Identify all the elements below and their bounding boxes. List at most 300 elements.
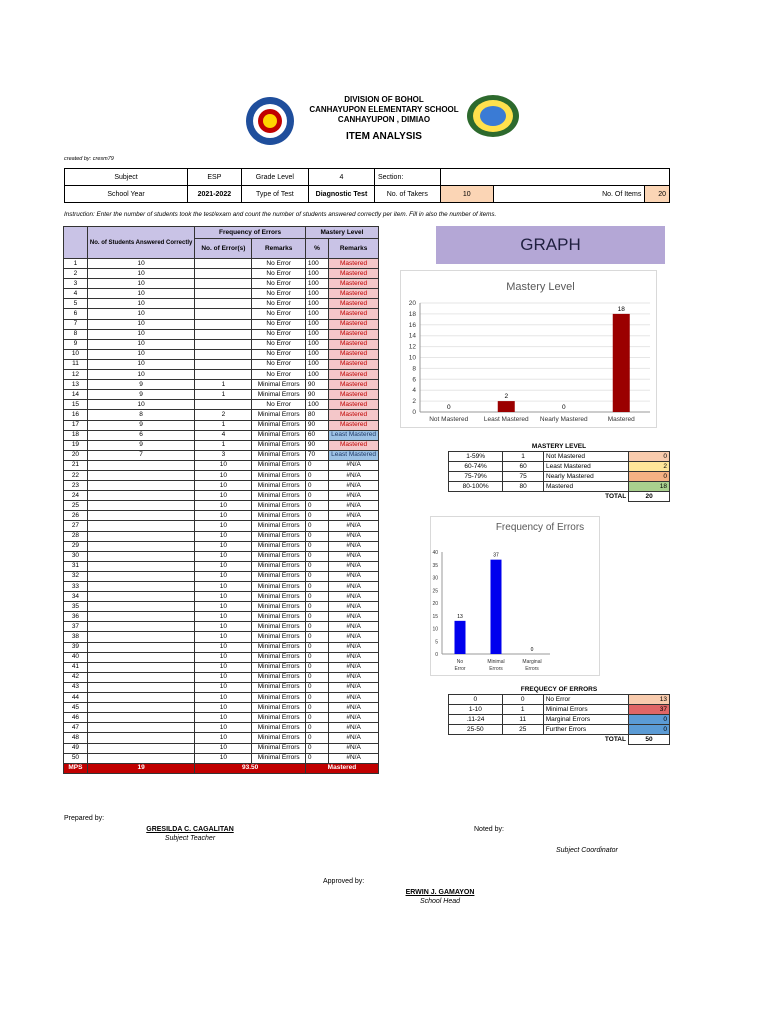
mastery-percent: 0	[305, 753, 328, 763]
table-row	[64, 299, 379, 309]
mastery-row	[449, 462, 670, 472]
items-label: No. Of Items	[493, 186, 645, 203]
item-number: 31	[64, 561, 88, 571]
mastery-percent: 100	[305, 319, 328, 329]
mastery-remark: Mastered	[329, 359, 379, 369]
table-row	[64, 319, 379, 329]
students-correct[interactable]: 10	[87, 339, 194, 349]
mastery-percent: 100	[305, 299, 328, 309]
table-row	[64, 582, 379, 592]
frequency-of-errors-chart	[430, 516, 600, 676]
error-remark: Minimal Errors	[252, 551, 305, 561]
mastery-threshold: 1	[503, 452, 544, 462]
error-count: 10	[195, 571, 252, 581]
mastery-remark: #N/A	[329, 682, 379, 692]
students-correct[interactable]	[87, 592, 194, 602]
mastery-percent: 0	[305, 713, 328, 723]
item-number: 41	[64, 662, 88, 672]
frequency-level: Marginal Errors	[543, 715, 628, 725]
error-count: 10	[195, 481, 252, 491]
frequency-level: Further Errors	[543, 725, 628, 735]
students-correct[interactable]	[87, 753, 194, 763]
item-number: 48	[64, 733, 88, 743]
error-remark: Minimal Errors	[252, 602, 305, 612]
students-correct[interactable]	[87, 521, 194, 531]
error-count: 10	[195, 491, 252, 501]
mastery-remark: #N/A	[329, 551, 379, 561]
instruction-text: Instruction: Enter the number of students took the test/exam and count the number of students answered correctly per item. Fill in also the number of items.	[64, 211, 497, 218]
mastery-percent: 0	[305, 672, 328, 682]
error-remark: Minimal Errors	[252, 652, 305, 662]
x-tick-label: Not Mastered	[429, 416, 469, 423]
mastery-percent: 0	[305, 733, 328, 743]
item-number: 1	[64, 259, 88, 269]
mastery-percent: 0	[305, 521, 328, 531]
table-row	[64, 551, 379, 561]
mastery-level-header: Mastery Level	[305, 227, 378, 239]
students-correct[interactable]	[87, 703, 194, 713]
mastery-percent: 0	[305, 551, 328, 561]
data-label: 2	[504, 393, 509, 401]
error-count: 4	[195, 430, 252, 440]
y-tick-label: 2	[412, 398, 416, 406]
item-number: 7	[64, 319, 88, 329]
percent-header: %	[305, 239, 328, 259]
students-correct[interactable]: 8	[87, 410, 194, 420]
students-correct[interactable]: 9	[87, 390, 194, 400]
error-count: 10	[195, 662, 252, 672]
error-remark: Minimal Errors	[252, 703, 305, 713]
data-label: 0	[446, 404, 451, 411]
students-correct[interactable]: 10	[87, 319, 194, 329]
table-row	[64, 541, 379, 551]
students-correct[interactable]: 10	[87, 329, 194, 339]
test-type-label: Type of Test	[241, 186, 308, 203]
students-correct[interactable]	[87, 682, 194, 692]
mastery-percent: 0	[305, 642, 328, 652]
error-remark: Minimal Errors	[252, 723, 305, 733]
item-number: 33	[64, 582, 88, 592]
students-correct-header: No. of Students Answered Correctly	[87, 227, 194, 259]
students-correct[interactable]	[87, 733, 194, 743]
error-count	[195, 279, 252, 289]
table-row	[64, 521, 379, 531]
section-value	[440, 169, 669, 186]
table-row	[64, 289, 379, 299]
error-count: 1	[195, 420, 252, 430]
students-correct[interactable]	[87, 501, 194, 511]
error-remark: Minimal Errors	[252, 582, 305, 592]
table-row	[64, 571, 379, 581]
mastery-total-value: 20	[629, 492, 670, 502]
mastery-threshold: 60	[503, 462, 544, 472]
mastery-percent: 0	[305, 481, 328, 491]
mastery-percent: 100	[305, 349, 328, 359]
students-correct[interactable]	[87, 491, 194, 501]
error-count: 10	[195, 561, 252, 571]
test-info-table	[64, 168, 670, 203]
table-row	[64, 470, 379, 480]
item-number: 18	[64, 430, 88, 440]
students-correct[interactable]	[87, 632, 194, 642]
frequency-row	[449, 705, 670, 715]
error-remark: Minimal Errors	[252, 430, 305, 440]
mastery-count: 0	[629, 452, 670, 462]
error-count: 1	[195, 390, 252, 400]
frequency-count: 0	[628, 715, 669, 725]
item-number: 29	[64, 541, 88, 551]
mastery-percent: 90	[305, 380, 328, 390]
item-number: 14	[64, 390, 88, 400]
error-remark: Minimal Errors	[252, 460, 305, 470]
prepared-by-label: Prepared by:	[64, 815, 105, 822]
error-count: 10	[195, 470, 252, 480]
mastery-level: Not Mastered	[544, 452, 629, 462]
table-row	[64, 642, 379, 652]
y-tick-label: 10	[408, 354, 416, 362]
table-row	[64, 420, 379, 430]
approved-by-name: ERWIN J. GAMAYON	[405, 889, 475, 896]
bar	[613, 314, 630, 412]
students-correct[interactable]	[87, 571, 194, 581]
mastery-row	[449, 452, 670, 462]
students-correct[interactable]	[87, 642, 194, 652]
table-row	[64, 713, 379, 723]
table-row	[64, 309, 379, 319]
frequency-range: .11-24	[449, 715, 503, 725]
frequency-range: 0	[449, 695, 503, 705]
students-correct[interactable]	[87, 672, 194, 682]
students-correct[interactable]	[87, 743, 194, 753]
mastery-percent: 0	[305, 652, 328, 662]
mastery-remark: Mastered	[329, 400, 379, 410]
item-number: 8	[64, 329, 88, 339]
error-count	[195, 319, 252, 329]
students-correct[interactable]: 9	[87, 420, 194, 430]
error-remark: Minimal Errors	[252, 380, 305, 390]
mastery-remark: #N/A	[329, 743, 379, 753]
table-row	[64, 612, 379, 622]
y-tick-label: 12	[408, 343, 416, 351]
school-name: CANHAYUPON ELEMENTARY SCHOOL	[309, 105, 459, 114]
students-correct[interactable]: 10	[87, 269, 194, 279]
y-tick-label: 0	[435, 652, 438, 658]
error-count: 10	[195, 612, 252, 622]
frequency-count: 13	[628, 695, 669, 705]
y-tick-label: 18	[408, 310, 416, 318]
students-correct[interactable]: 10	[87, 400, 194, 410]
students-correct[interactable]: 10	[87, 370, 194, 380]
takers-label: No. of Takers	[374, 186, 440, 203]
table-row	[64, 491, 379, 501]
mastery-percent: 0	[305, 632, 328, 642]
mastery-remark: Mastered	[329, 410, 379, 420]
error-remark: Minimal Errors	[252, 642, 305, 652]
error-remark: Minimal Errors	[252, 592, 305, 602]
mastery-percent: 100	[305, 400, 328, 410]
x-tick-label: Minimal	[487, 659, 505, 665]
table-row	[64, 693, 379, 703]
students-correct[interactable]: 10	[87, 259, 194, 269]
page-title: ITEM ANALYSIS	[346, 131, 422, 142]
y-tick-label: 35	[432, 562, 438, 569]
table-row	[64, 672, 379, 682]
item-number: 25	[64, 501, 88, 511]
students-correct[interactable]: 9	[87, 380, 194, 390]
y-tick-label: 10	[432, 626, 438, 633]
mastery-percent: 100	[305, 339, 328, 349]
mastery-percent: 60	[305, 430, 328, 440]
items-value[interactable]: 20	[645, 186, 670, 203]
students-correct[interactable]	[87, 713, 194, 723]
mastery-threshold: 80	[503, 482, 544, 492]
table-row	[64, 723, 379, 733]
students-correct[interactable]	[87, 582, 194, 592]
mastery-percent: 0	[305, 541, 328, 551]
students-correct[interactable]: 7	[87, 450, 194, 460]
mastery-percent: 100	[305, 269, 328, 279]
students-correct[interactable]: 10	[87, 349, 194, 359]
frequency-threshold: 0	[502, 695, 543, 705]
mastery-remark: Mastered	[329, 299, 379, 309]
x-tick-label: Errors	[489, 666, 503, 672]
mastery-remark: #N/A	[329, 602, 379, 612]
error-remark: Minimal Errors	[252, 521, 305, 531]
error-remark: No Error	[252, 279, 305, 289]
mastery-remark: Mastered	[329, 420, 379, 430]
mastery-remark: #N/A	[329, 470, 379, 480]
mastery-percent: 0	[305, 571, 328, 581]
item-number: 3	[64, 279, 88, 289]
students-correct[interactable]	[87, 511, 194, 521]
y-tick-label: 8	[412, 365, 416, 373]
frequency-of-errors-header: Frequency of Errors	[195, 227, 306, 239]
mastery-remark: Mastered	[329, 259, 379, 269]
students-correct[interactable]: 6	[87, 430, 194, 440]
students-correct[interactable]: 9	[87, 440, 194, 450]
test-type-value: Diagnostic Test	[308, 186, 374, 203]
item-number: 9	[64, 339, 88, 349]
error-remark: Minimal Errors	[252, 753, 305, 763]
item-number: 13	[64, 380, 88, 390]
error-remark: Minimal Errors	[252, 450, 305, 460]
mastery-remark: Mastered	[329, 370, 379, 380]
table-row	[64, 279, 379, 289]
error-remark: Minimal Errors	[252, 743, 305, 753]
item-number: 10	[64, 349, 88, 359]
table-row	[64, 682, 379, 692]
prepared-by-role: Subject Teacher	[164, 835, 216, 842]
mastery-level: Mastered	[544, 482, 629, 492]
students-correct[interactable]	[87, 460, 194, 470]
mastery-remark: Mastered	[329, 289, 379, 299]
error-remark: Minimal Errors	[252, 672, 305, 682]
students-correct[interactable]	[87, 481, 194, 491]
takers-value[interactable]: 10	[440, 186, 493, 203]
y-tick-label: 16	[408, 321, 416, 329]
data-label: 13	[457, 613, 463, 620]
mastery-table-title: MASTERY LEVEL	[531, 442, 587, 450]
table-row	[64, 531, 379, 541]
item-number: 36	[64, 612, 88, 622]
error-count: 10	[195, 592, 252, 602]
error-remark: No Error	[252, 349, 305, 359]
mastery-percent: 0	[305, 602, 328, 612]
x-tick-label: Errors	[525, 666, 539, 672]
bar	[491, 560, 502, 654]
error-remark: Minimal Errors	[252, 693, 305, 703]
mastery-level: Least Mastered	[544, 462, 629, 472]
students-correct[interactable]	[87, 602, 194, 612]
y-tick-label: 15	[432, 613, 438, 620]
mastery-remark: #N/A	[329, 662, 379, 672]
mastery-percent: 80	[305, 410, 328, 420]
mastery-remark: #N/A	[329, 733, 379, 743]
error-remark: Minimal Errors	[252, 632, 305, 642]
y-tick-label: 30	[432, 575, 438, 582]
error-remark: No Error	[252, 299, 305, 309]
frequency-count: 37	[628, 705, 669, 715]
error-count	[195, 329, 252, 339]
mastery-range: 1-59%	[449, 452, 503, 462]
error-count: 10	[195, 521, 252, 531]
students-correct[interactable]	[87, 693, 194, 703]
students-correct[interactable]: 10	[87, 359, 194, 369]
item-number: 12	[64, 370, 88, 380]
error-count: 1	[195, 440, 252, 450]
mastery-remark: Mastered	[329, 269, 379, 279]
students-correct[interactable]	[87, 723, 194, 733]
error-count	[195, 299, 252, 309]
item-number: 34	[64, 592, 88, 602]
mastery-percent: 0	[305, 511, 328, 521]
error-count	[195, 269, 252, 279]
data-label: 37	[493, 552, 499, 559]
school-address: CANHAYUPON , DIMIAO	[337, 115, 431, 124]
table-row	[64, 602, 379, 612]
mastery-percent: 90	[305, 440, 328, 450]
students-correct[interactable]	[87, 622, 194, 632]
bar	[498, 401, 515, 412]
frequency-threshold: 1	[502, 705, 543, 715]
approved-by-role: School Head	[419, 898, 461, 905]
item-number: 42	[64, 672, 88, 682]
table-row	[64, 370, 379, 380]
mastery-percent: 100	[305, 259, 328, 269]
mastery-remark: #N/A	[329, 753, 379, 763]
students-correct[interactable]	[87, 612, 194, 622]
item-number: 17	[64, 420, 88, 430]
item-number: 21	[64, 460, 88, 470]
mastery-remark: #N/A	[329, 501, 379, 511]
mastery-remark: #N/A	[329, 622, 379, 632]
item-number: 16	[64, 410, 88, 420]
item-number: 5	[64, 299, 88, 309]
mastery-percent: 0	[305, 592, 328, 602]
table-row	[64, 430, 379, 440]
x-tick-label: Nearly Mastered	[539, 416, 588, 423]
error-count: 10	[195, 501, 252, 511]
error-remark: Minimal Errors	[252, 470, 305, 480]
students-correct[interactable]: 10	[87, 289, 194, 299]
grade-label: Grade Level	[241, 169, 308, 186]
table-row	[64, 390, 379, 400]
created-by: created by: cresm79	[64, 156, 114, 162]
item-number: 49	[64, 743, 88, 753]
table-row	[64, 753, 379, 763]
mastery-percent: 0	[305, 703, 328, 713]
table-row	[64, 481, 379, 491]
item-rows	[64, 259, 379, 764]
table-row	[64, 269, 379, 279]
mastery-count: 0	[629, 472, 670, 482]
y-tick-label: 20	[408, 300, 416, 307]
students-correct[interactable]	[87, 561, 194, 571]
chart-title: Mastery Level	[506, 281, 575, 293]
error-count: 10	[195, 723, 252, 733]
students-correct[interactable]	[87, 531, 194, 541]
approved-by-label: Approved by:	[323, 878, 365, 885]
error-remark: Minimal Errors	[252, 571, 305, 581]
subject-value: ESP	[188, 169, 242, 186]
students-correct[interactable]: 10	[87, 299, 194, 309]
error-count: 10	[195, 733, 252, 743]
table-row	[64, 652, 379, 662]
students-correct[interactable]: 10	[87, 309, 194, 319]
error-remark: Minimal Errors	[252, 713, 305, 723]
mastery-percent: 0	[305, 561, 328, 571]
error-count: 10	[195, 582, 252, 592]
item-number: 35	[64, 602, 88, 612]
error-count: 10	[195, 713, 252, 723]
mastery-percent: 0	[305, 470, 328, 480]
table-row	[64, 703, 379, 713]
item-number: 50	[64, 753, 88, 763]
mastery-count: 2	[629, 462, 670, 472]
error-remark: No Error	[252, 400, 305, 410]
students-correct[interactable]: 10	[87, 279, 194, 289]
error-count: 10	[195, 551, 252, 561]
frequency-total-value: 50	[628, 735, 669, 745]
error-remark: Minimal Errors	[252, 622, 305, 632]
mastery-remark: #N/A	[329, 642, 379, 652]
item-number: 2	[64, 269, 88, 279]
students-correct[interactable]	[87, 652, 194, 662]
mastery-remark: Mastered	[329, 349, 379, 359]
table-row	[64, 511, 379, 521]
students-correct[interactable]	[87, 470, 194, 480]
mastery-percent: 0	[305, 693, 328, 703]
mastery-level-chart	[400, 270, 657, 428]
mastery-percent: 100	[305, 370, 328, 380]
mastery-remark: #N/A	[329, 571, 379, 581]
error-count: 10	[195, 531, 252, 541]
mastery-percent: 70	[305, 450, 328, 460]
students-correct[interactable]	[87, 662, 194, 672]
mastery-remark: Mastered	[329, 390, 379, 400]
mastery-remark: #N/A	[329, 561, 379, 571]
error-remark: Minimal Errors	[252, 511, 305, 521]
frequency-level: Minimal Errors	[543, 705, 628, 715]
mastery-remark: Mastered	[329, 329, 379, 339]
item-number: 43	[64, 682, 88, 692]
error-count	[195, 289, 252, 299]
students-correct[interactable]	[87, 551, 194, 561]
frequency-table-title: FREQUECY OF ERRORS	[520, 685, 598, 693]
mps-row	[64, 763, 379, 773]
students-correct[interactable]	[87, 541, 194, 551]
mastery-range: 60-74%	[449, 462, 503, 472]
